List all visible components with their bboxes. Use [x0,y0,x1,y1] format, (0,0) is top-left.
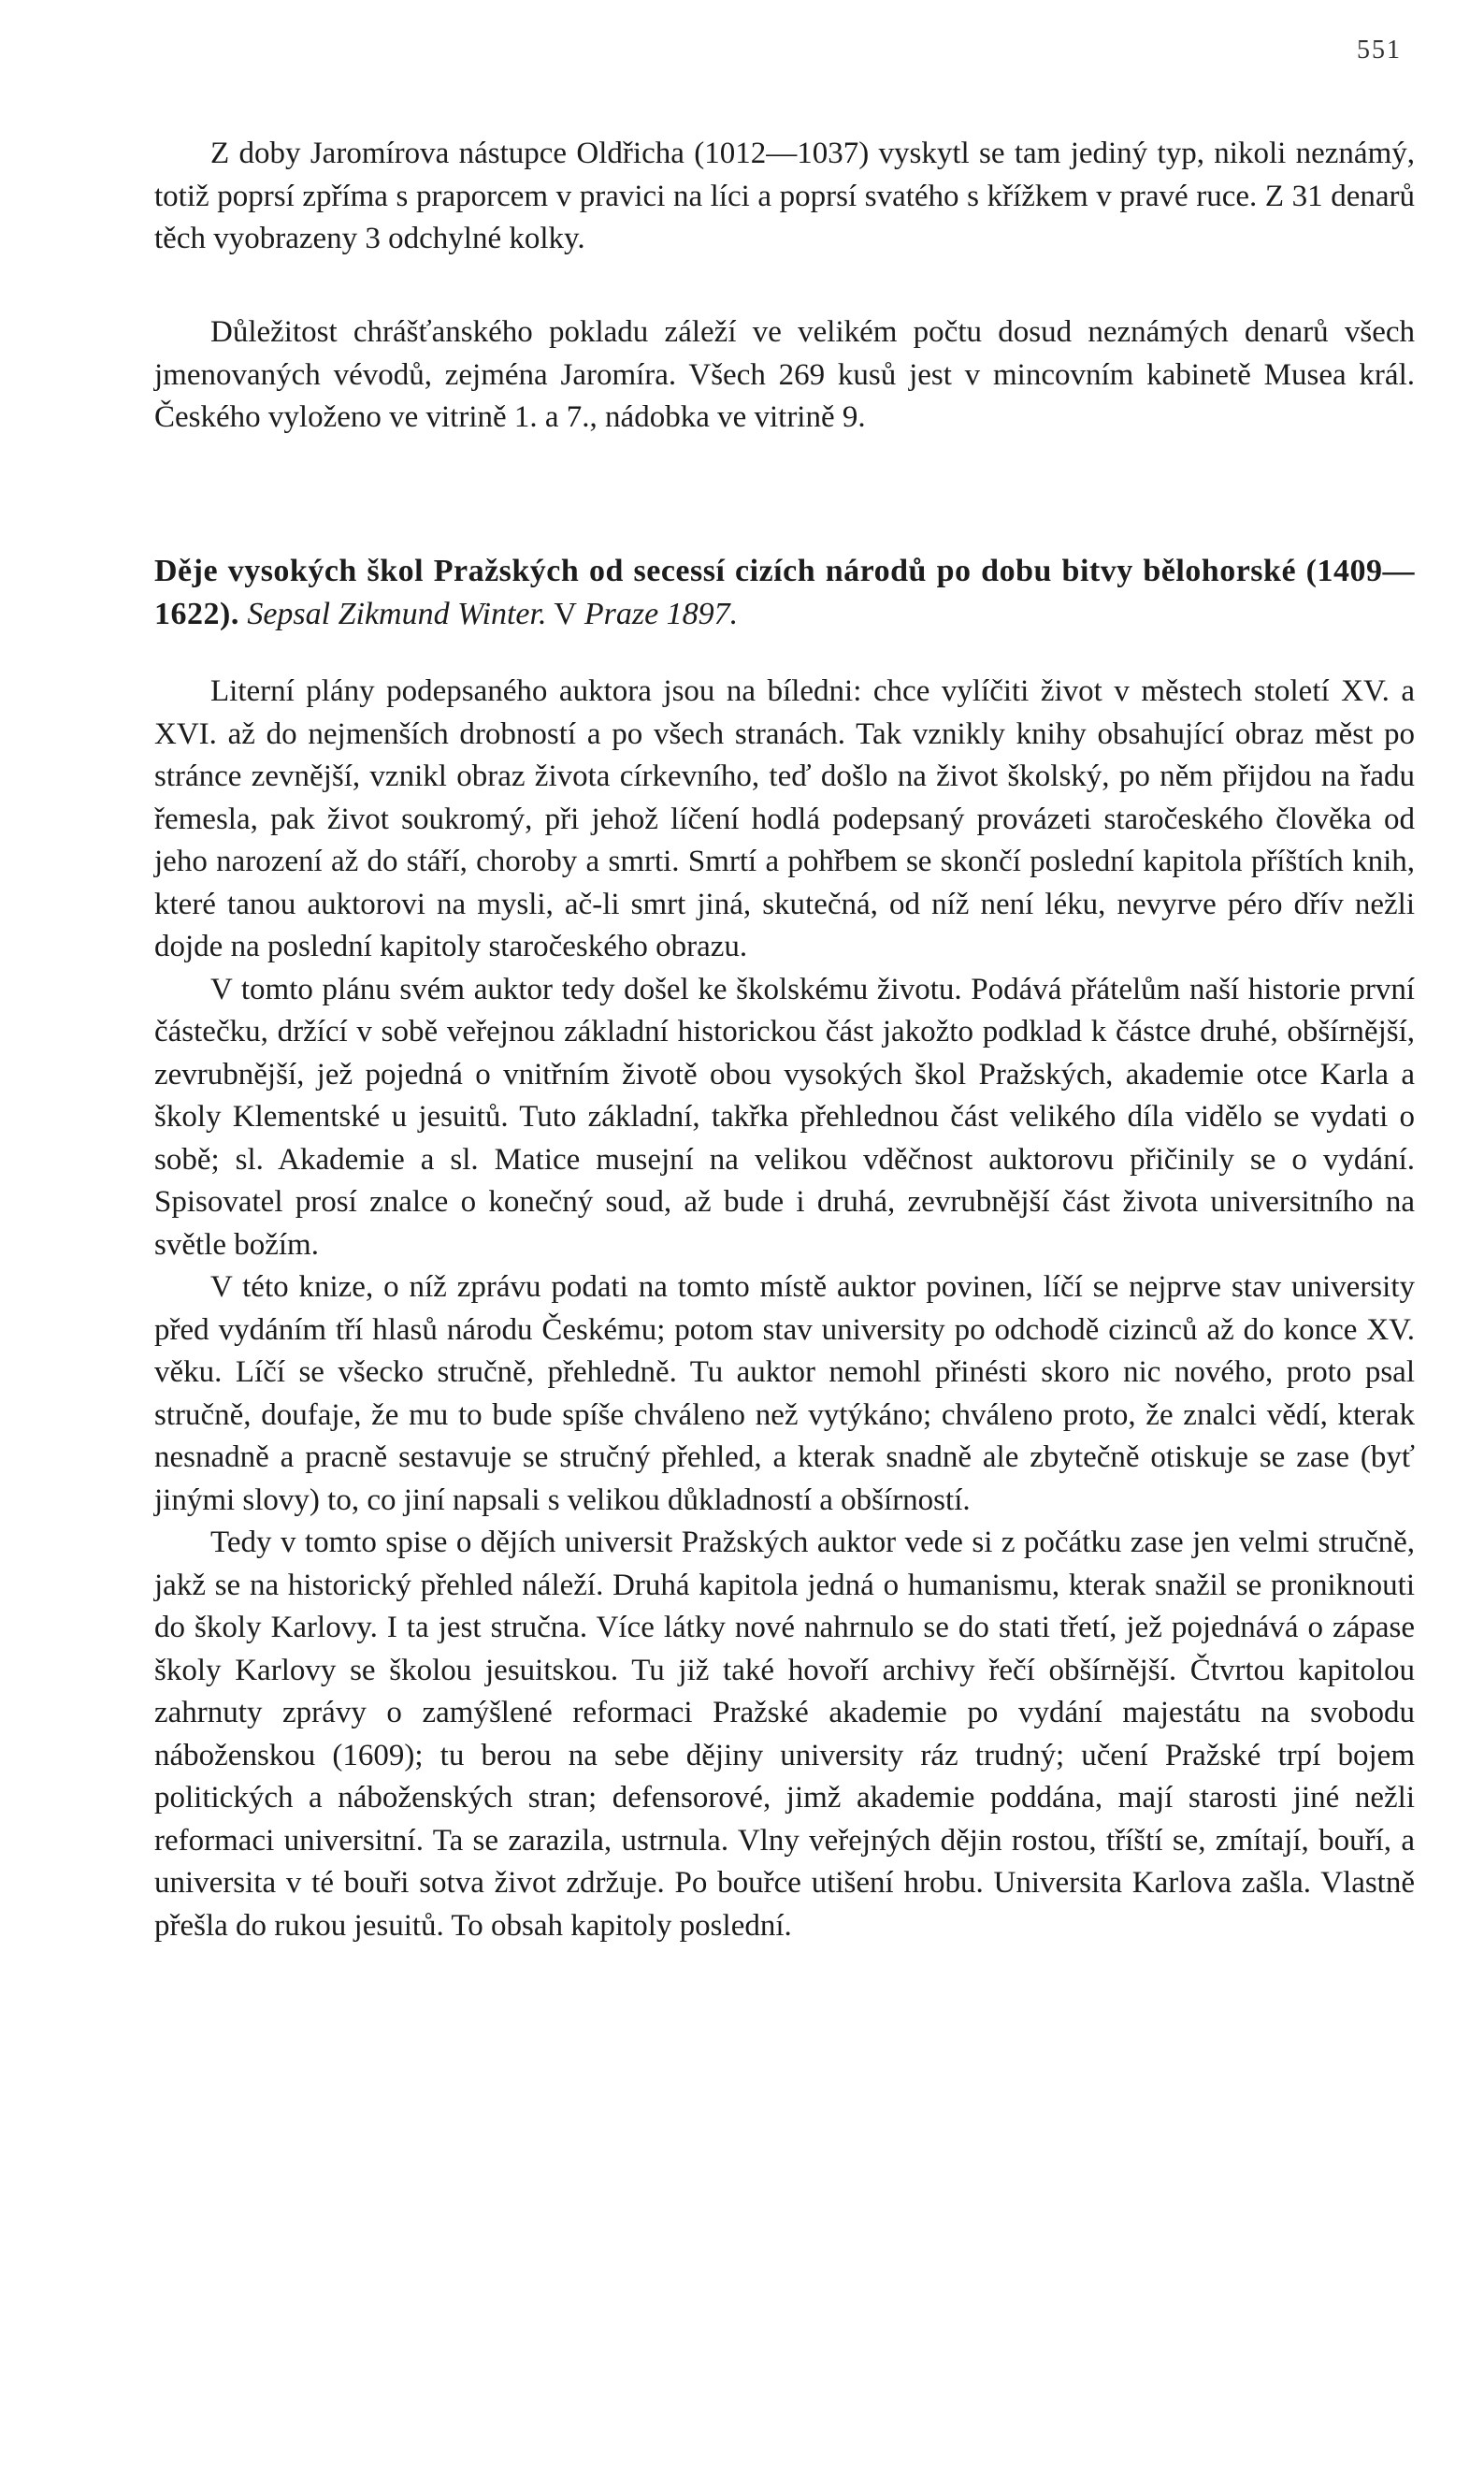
review-author: Sepsal Zikmund Winter. [247,596,547,631]
paragraph-chapters: Tedy v tomto spise o dějích universit Pražských auktor vede si z počátku zase jen velmi stručně, jakž se na historický přehled náleží. Druhá kapitola jedná o humanismu, kterak snažil se proniknouti do školy Karlovy. I ta jest stručna. Více látky nové nahrnulo se do stati třetí, jež pojednává o zápase školy Karlovy se školou jesuitskou. Tu již také hovoří archivy řečí obšírnější. Čtvrtou kapitolou zahrnuty zprávy o zamýšlené reformaci Pražské akademie po vydání majestátu na svobodu náboženskou (1609); tu berou na sebe dějiny university ráz trudný; učení Pražské trpí bojem politických a náboženských stran; defensorové, jimž akademie poddána, mají starosti jiné nežli reformaci universitní. Ta se zarazila, ustrnula. Vlny veřejných dějin rostou, tříští se, zmítají, bouří, a universita v té bouři sotva život zdržuje. Po bouřce utišení hrobu. Universita Karlova zašla. Vlastně přešla do rukou jesuitů. To obsah kapitoly poslední. [154,1526,1415,1943]
paragraph-plans: Literní plány podepsaného auktora jsou na bíledni: chce vylíčiti život v městech století XV. a XVI. až do nejmenších drobností a po všech stranách. Tak vznikly knihy obsahující obraz měst po stránce zevnější, vznikl obraz života církevního, teď došlo na život školský, po něm přijdou na řadu řemesla, pak život soukromý, při jehož líčení hodlá podepsaný provázeti staročeského člověka od jeho narození až do stáří, choroby a smrti. Smrtí a pohřbem se skončí poslední kapitola příštích knih, které tanou auktorovi na mysli, ač-li smrt jiná, skutečná, od níž není léku, nevyrve péro dřív nežli dojde na poslední kapitoly staročeského obrazu. [154,674,1415,963]
review-title: Děje vysokých škol Pražských od secessí cizích národů po dobu bitvy bělohorské (1409—1622). [154,554,1415,631]
paragraph-book-content: V této knize, o níž zprávu podati na tomto místě auktor povinen, líčí se nejprve stav university před vydáním tří hlasů národu Českému; potom stav university po odchodě cizinců až do konce XV. věku. Líčí se všecko stručně, přehledně. Tu auktor nemohl přinésti skoro nic nového, proto psal stručně, doufaje, že mu to bude spíše chváleno než vytýkáno; chváleno proto, že znalci vědí, kterak nesnadně a pracně sestavuje se stručný přehled, a kterak snadně ale zbytečně otiskuje se zase (byť jinými slovy) to, co jiní napsali s velikou důkladností a obšírností. [154,1270,1415,1517]
intro-section [154,133,1415,261]
paragraph-school-life: V tomto plánu svém auktor tedy došel ke školskému životu. Podává přátelům naší historie první částečku, držící v sobě veřejnou základní historickou část jakožto podklad k částce druhé, obšírnější, zevrubnější, jež pojedná o vnitřním životě obou vysokých škol Pražských, akademie otce Karla a školy Klementské u jesuitů. Tuto základní, takřka přehlednou část velikého díla vidělo se vydati o sobě; sl. Akademie a sl. Matice musejní na velikou vděčnost auktorovu přičinily se o vydání. Spisovatel prosí znalce o konečný soud, až bude i druhá, zevrubnější část života universitního na světle božím. [154,972,1415,1262]
review-place-prefix: V [554,596,577,631]
paragraph-hoard-importance: Důležitost chrášťanského pokladu záleží ve velikém počtu dosud neznámých denarů všech jmenovaných vévodů, zejména Jaromíra. Všech 269 kusů jest v mincovním kabinetě Musea král. Českého vyloženo ve vitrině 1. a 7., nádobka ve vitrině 9. [154,315,1415,434]
review-heading [154,550,1415,635]
paragraph-oldrich: Z doby Jaromírova nástupce Oldřicha (1012—1037) vyskytl se tam jediný typ, nikoli neznámý, totiž poprsí zpříma s praporcem v pravici na líci a poprsí svatého s křížkem v pravé ruce. Z 31 denarů těch vyobrazeny 3 odchylné kolky. [154,137,1415,255]
page-number: 551 [1357,36,1402,65]
review-place-year: Praze 1897. [584,596,739,631]
review-body [154,671,1415,1947]
hoard-section [154,311,1415,440]
